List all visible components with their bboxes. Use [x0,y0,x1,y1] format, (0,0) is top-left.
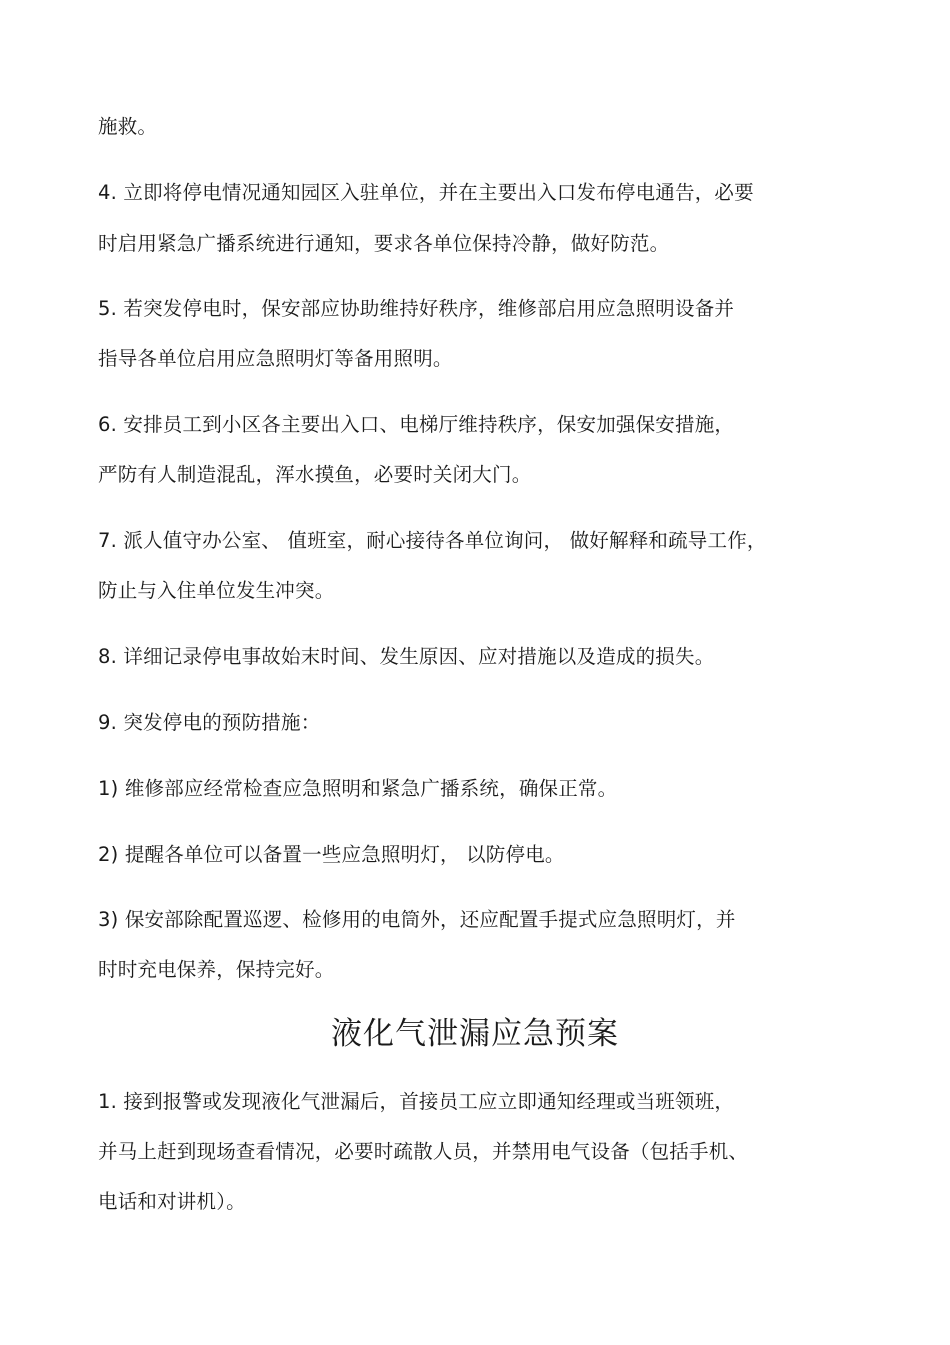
text-line: 4. 立即将停电情况通知园区入驻单位，并在主要出入口发布停电通告，必要 [98,181,754,204]
text-line: 5. 若突发停电时，保安部应协助维持好秩序，维修部启用应急照明设备并 [98,297,735,320]
section-heading: 液化气泄漏应急预案 [331,1016,619,1052]
text-line: 指导各单位启用应急照明灯等备用照明。 [98,347,453,370]
text-line: 1. 接到报警或发现液化气泄漏后，首接员工应立即通知经理或当班领班， [98,1090,735,1113]
text-line: 时时充电保养，保持完好。 [98,958,335,981]
text-line: 2) 提醒各单位可以备置一些应急照明灯， 以防停电。 [98,843,565,866]
text-line: 时启用紧急广播系统进行通知，要求各单位保持冷静，做好防范。 [98,232,670,255]
text-line: 并马上赶到现场查看情况，必要时疏散人员，并禁用电气设备（包括手机、 [98,1140,749,1163]
text-line: 3) 保安部除配置巡逻、检修用的电筒外，还应配置手提式应急照明灯，并 [98,908,736,931]
text-line: 6. 安排员工到小区各主要出入口、电梯厅维持秩序，保安加强保安措施， [98,413,735,436]
text-line: 7. 派人值守办公室、 值班室，耐心接待各单位询问， 做好解释和疏导工作， [98,529,767,552]
text-line: 8. 详细记录停电事故始末时间、发生原因、应对措施以及造成的损失。 [98,645,715,668]
text-line: 防止与入住单位发生冲突。 [98,579,335,602]
text-line: 1) 维修部应经常检查应急照明和紧急广播系统，确保正常。 [98,777,618,800]
text-line: 严防有人制造混乱，浑水摸鱼，必要时关闭大门。 [98,463,532,486]
text-line: 9. 突发停电的预防措施： [98,711,321,734]
text-line: 施救。 [98,115,158,138]
text-line: 电话和对讲机）。 [98,1190,246,1213]
